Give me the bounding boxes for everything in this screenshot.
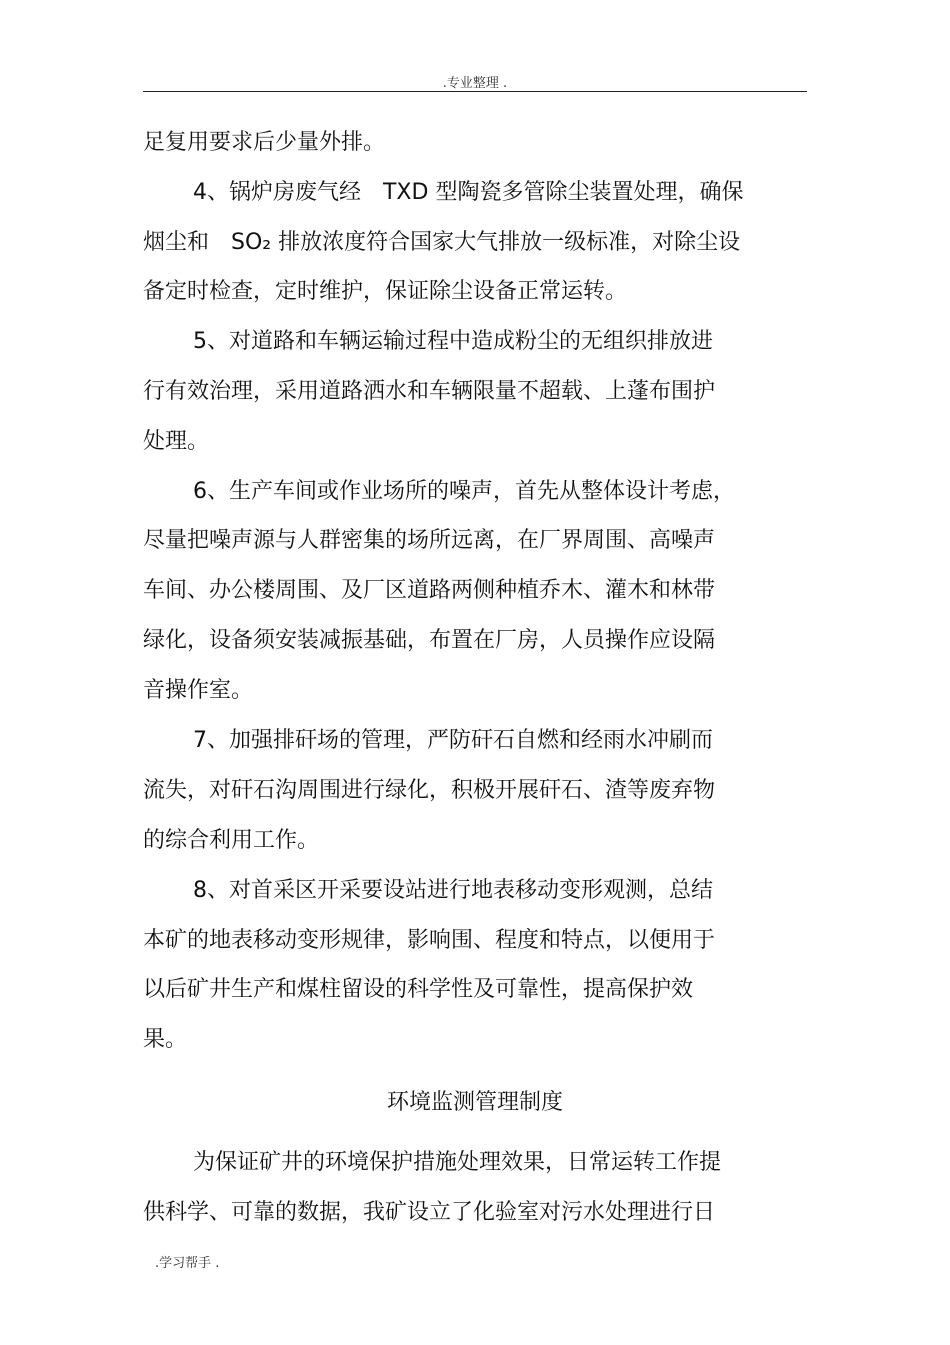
paragraph-line: 尽量把噪声源与人群密集的场所远离，在厂界周围、高噪声 bbox=[143, 528, 716, 553]
paragraph-line: 流失，对矸石沟周围进行绿化，积极开展矸石、渣等废弃物 bbox=[143, 778, 716, 803]
header-text: .专业整理 . bbox=[442, 76, 508, 91]
paragraph-line: 果。 bbox=[143, 1027, 188, 1052]
paragraph-line: 的综合利用工作。 bbox=[143, 828, 320, 853]
paragraph-line: 备定时检查，定时维护，保证除尘设备正常运转。 bbox=[143, 279, 628, 304]
paragraph-line: 车间、办公楼周围、及厂区道路两侧种植乔木、灌木和林带 bbox=[143, 578, 716, 603]
paragraph-line: 7、加强排矸场的管理，严防矸石自燃和经雨水冲刷而 bbox=[193, 728, 713, 753]
paragraph-line: 足复用要求后少量外排。 bbox=[143, 130, 386, 155]
paragraph-line: 以后矿井生产和煤柱留设的科学性及可靠性，提高保护效 bbox=[143, 977, 694, 1002]
paragraph-line: 8、对首采区开采要设站进行地表移动变形观测，总结 bbox=[193, 878, 713, 903]
paragraph-line: 4、锅炉房废气经 TXD 型陶瓷多管除尘装置处理，确保 bbox=[193, 180, 744, 205]
paragraph-line: 本矿的地表移动变形规律，影响围、程度和特点，以便用于 bbox=[143, 928, 716, 953]
paragraph-line: 音操作室。 bbox=[143, 678, 254, 703]
paragraph-line: 供科学、可靠的数据，我矿设立了化验室对污水处理进行日 bbox=[143, 1200, 716, 1225]
paragraph-line: 行有效治理，采用道路洒水和车辆限量不超载、上蓬布围护 bbox=[143, 379, 716, 404]
page-footer: .学习帮手 . bbox=[155, 1256, 220, 1271]
section-title: 环境监测管理制度 bbox=[386, 1090, 563, 1115]
paragraph-line: 烟尘和 SO₂ 排放浓度符合国家大气排放一级标准，对除尘设 bbox=[143, 230, 741, 255]
header-divider bbox=[143, 91, 807, 92]
paragraph-line: 5、对道路和车辆运输过程中造成粉尘的无组织排放进 bbox=[193, 329, 713, 354]
paragraph-line: 6、生产车间或作业场所的噪声，首先从整体设计考虑， bbox=[193, 479, 735, 504]
paragraph-line: 处理。 bbox=[143, 429, 210, 454]
paragraph-line: 为保证矿井的环境保护措施处理效果，日常运转工作提 bbox=[193, 1150, 722, 1175]
paragraph-line: 绿化，设备须安装减振基础，布置在厂房，人员操作应设隔 bbox=[143, 628, 716, 653]
